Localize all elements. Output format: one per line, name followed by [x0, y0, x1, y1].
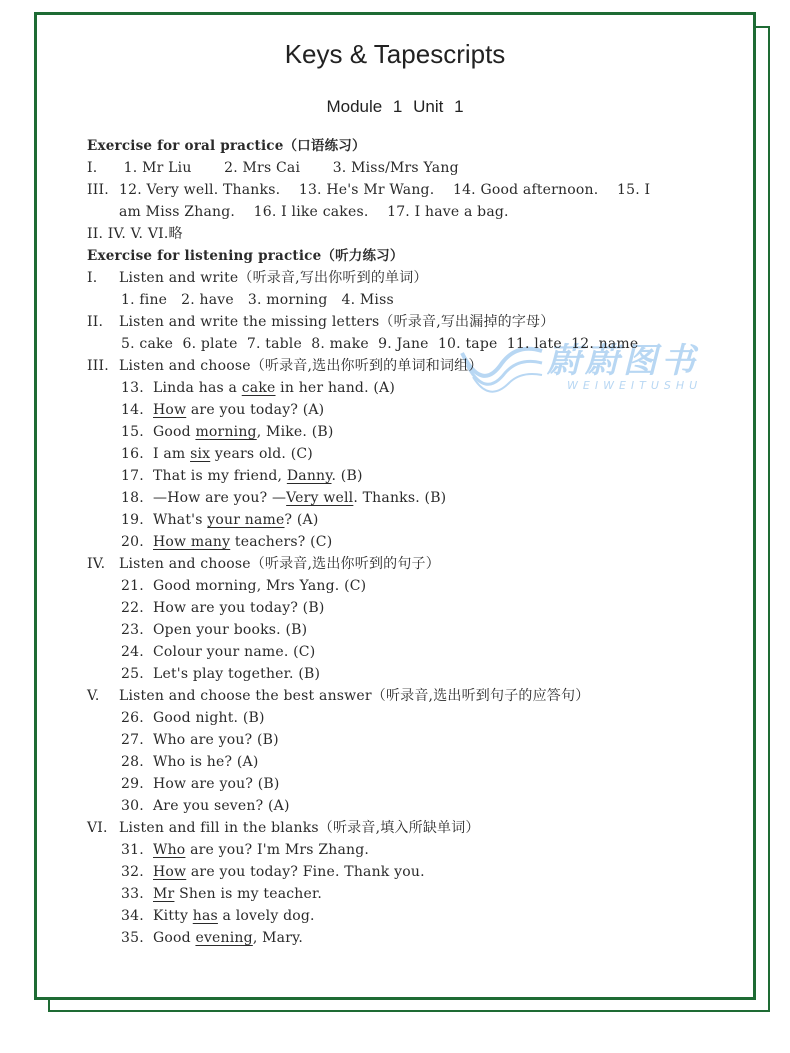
item-text: Good night. (B) [153, 710, 265, 726]
item-number: 18. [121, 490, 144, 506]
section-title: Listen and choose the best answer（听录音,选出听到句子的应答句） [119, 688, 590, 704]
answer-item [87, 839, 727, 861]
answer-item [87, 443, 727, 465]
section-title: Listen and write（听录音,写出你听到的单词） [119, 270, 428, 286]
section-label: II. [87, 314, 104, 330]
item-text-after: teachers? (C) [230, 534, 333, 550]
item-number: 23. [121, 622, 144, 638]
item-text-after: . (B) [331, 468, 363, 484]
listening-section-2-title [87, 311, 727, 333]
item-answer-underlined: How [153, 864, 187, 880]
answer-item [87, 883, 727, 905]
item-text: Who are you? (B) [153, 732, 279, 748]
oral-other-sections: II. IV. V. VI.略 [87, 226, 183, 242]
item-text: Who is he? (A) [153, 754, 259, 770]
answer-item [87, 861, 727, 883]
item-answer-underlined: Mr [153, 886, 175, 902]
listening-section-3-title [87, 355, 727, 377]
item-number: 29. [121, 776, 144, 792]
item-text: How are you? (B) [153, 776, 280, 792]
item-text: Let's play together. (B) [153, 666, 321, 682]
answer-key-content [87, 135, 727, 949]
item-text-before: I am [153, 446, 191, 462]
item-text-before: Good [153, 930, 196, 946]
item-number: 17. [121, 468, 144, 484]
item-number: 15. [121, 424, 144, 440]
answer-item [87, 487, 727, 509]
answer-item [87, 641, 727, 663]
item-number: 34. [121, 908, 144, 924]
oral-section-3-cont [87, 201, 727, 223]
item-number: 31. [121, 842, 144, 858]
item-text: Good morning, Mrs Yang. (C) [153, 578, 367, 594]
section-title: Listen and choose（听录音,选出你听到的句子） [119, 556, 440, 572]
section-label: I. [87, 160, 98, 176]
module-subtitle: Module 1 Unit 1 [326, 97, 464, 116]
item-number: 21. [121, 578, 144, 594]
section-label: I. [87, 270, 98, 286]
item-number: 27. [121, 732, 144, 748]
item-answer-underlined: Who [153, 842, 186, 858]
watermark-text: 蔚蔚图书 [547, 341, 699, 381]
section-label: V. [87, 688, 100, 704]
listening-section-5-title [87, 685, 727, 707]
item-number: 33. [121, 886, 144, 902]
item-text-after: are you today? (A) [186, 402, 325, 418]
item-number: 20. [121, 534, 144, 550]
item-number: 26. [121, 710, 144, 726]
listening-section-4-title [87, 553, 727, 575]
answer-item: 2. Mrs Cai [224, 160, 301, 176]
item-text: Are you seven? (A) [153, 798, 290, 814]
item-number: 35. [121, 930, 144, 946]
item-text: How are you today? (B) [153, 600, 325, 616]
item-answer-underlined: morning [195, 424, 257, 440]
item-answer-underlined: evening [195, 930, 253, 946]
answer-item [87, 751, 727, 773]
answer-item [87, 421, 727, 443]
item-number: 14. [121, 402, 144, 418]
section-label: IV. [87, 556, 106, 572]
answer-item [87, 465, 727, 487]
answer-item [87, 575, 727, 597]
oral-section-1 [87, 157, 727, 179]
section-label: III. [87, 182, 109, 198]
section-title: Listen and fill in the blanks（听录音,填入所缺单词） [119, 820, 480, 836]
listening-section-1-answers: 1. fine 2. have 3. morning 4. Miss [121, 292, 394, 308]
item-answer-underlined: How many [153, 534, 231, 550]
item-text-after: . Thanks. (B) [353, 490, 447, 506]
item-text-after: ? (A) [284, 512, 319, 528]
oral-practice-header: Exercise for oral practice（口语练习） [87, 138, 366, 154]
item-text-after: are you today? Fine. Thank you. [186, 864, 425, 880]
item-number: 22. [121, 600, 144, 616]
item-text-after: Shen is my teacher. [174, 886, 322, 902]
answer-item: 3. Miss/Mrs Yang [332, 160, 459, 176]
item-number: 13. [121, 380, 144, 396]
item-number: 30. [121, 798, 144, 814]
item-text-before: What's [153, 512, 208, 528]
item-text-before: Kitty [153, 908, 193, 924]
listening-section-2-answers: 5. cake 6. plate 7. table 8. make 9. Jane 10. tape 11. late 12. name [121, 336, 639, 352]
item-text-before: Good [153, 424, 196, 440]
item-answer-underlined: your name [207, 512, 285, 528]
item-answer-underlined: six [190, 446, 211, 462]
item-number: 16. [121, 446, 144, 462]
item-answer-underlined: Very well [286, 490, 354, 506]
listening-section-6-title [87, 817, 727, 839]
page-title: Keys & Tapescripts [284, 39, 506, 69]
answer-item [87, 905, 727, 927]
section-title: Listen and choose（听录音,选出你听到的单词和词组） [119, 358, 483, 374]
listening-section-5-items [87, 707, 727, 817]
answer-text: 12. Very well. Thanks. 13. He's Mr Wang. 14. Good afternoon. 15. I [119, 182, 651, 198]
item-text: Colour your name. (C) [153, 644, 316, 660]
item-text-before: That is my friend, [153, 468, 287, 484]
item-answer-underlined: How [153, 402, 187, 418]
answer-text: am Miss Zhang. 16. I like cakes. 17. I have a bag. [119, 204, 509, 220]
listening-practice-header: Exercise for listening practice（听力练习） [87, 248, 404, 264]
listening-section-4-items [87, 575, 727, 685]
answer-item [87, 377, 727, 399]
answer-item [87, 773, 727, 795]
item-number: 24. [121, 644, 144, 660]
answer-item [87, 597, 727, 619]
section-label: VI. [87, 820, 108, 836]
section-label: III. [87, 358, 109, 374]
answer-item [87, 927, 727, 949]
answer-item [87, 795, 727, 817]
item-text-after: are you? I'm Mrs Zhang. [185, 842, 370, 858]
item-number: 19. [121, 512, 144, 528]
item-text-before: Linda has a [153, 380, 242, 396]
item-answer-underlined: Danny [286, 468, 332, 484]
listening-section-3-items [87, 377, 727, 553]
listening-section-6-items [87, 839, 727, 949]
item-number: 32. [121, 864, 144, 880]
answer-item [87, 729, 727, 751]
item-text-after: in her hand. (A) [275, 380, 396, 396]
listening-section-1-title [87, 267, 727, 289]
item-text-after: a lovely dog. [217, 908, 315, 924]
item-number: 25. [121, 666, 144, 682]
answer-item [87, 619, 727, 641]
section-title: Listen and write the missing letters（听录音,写出漏掉的字母） [119, 314, 555, 330]
answer-item [87, 531, 727, 553]
item-number: 28. [121, 754, 144, 770]
item-text-after: years old. (C) [210, 446, 313, 462]
item-text-before: —How are you? — [153, 490, 287, 506]
answer-item: 1. Mr Liu [123, 160, 192, 176]
answer-item [87, 663, 727, 685]
item-text-after: , Mike. (B) [256, 424, 334, 440]
watermark-subtext: WEIWEITUSHU [567, 379, 703, 392]
item-answer-underlined: cake [241, 380, 276, 396]
page-frame [34, 12, 756, 1000]
answer-item [87, 509, 727, 531]
item-text: Open your books. (B) [153, 622, 308, 638]
answer-item [87, 707, 727, 729]
item-answer-underlined: has [192, 908, 218, 924]
item-text-after: , Mary. [252, 930, 303, 946]
answer-item [87, 399, 727, 421]
oral-section-3 [87, 179, 727, 201]
